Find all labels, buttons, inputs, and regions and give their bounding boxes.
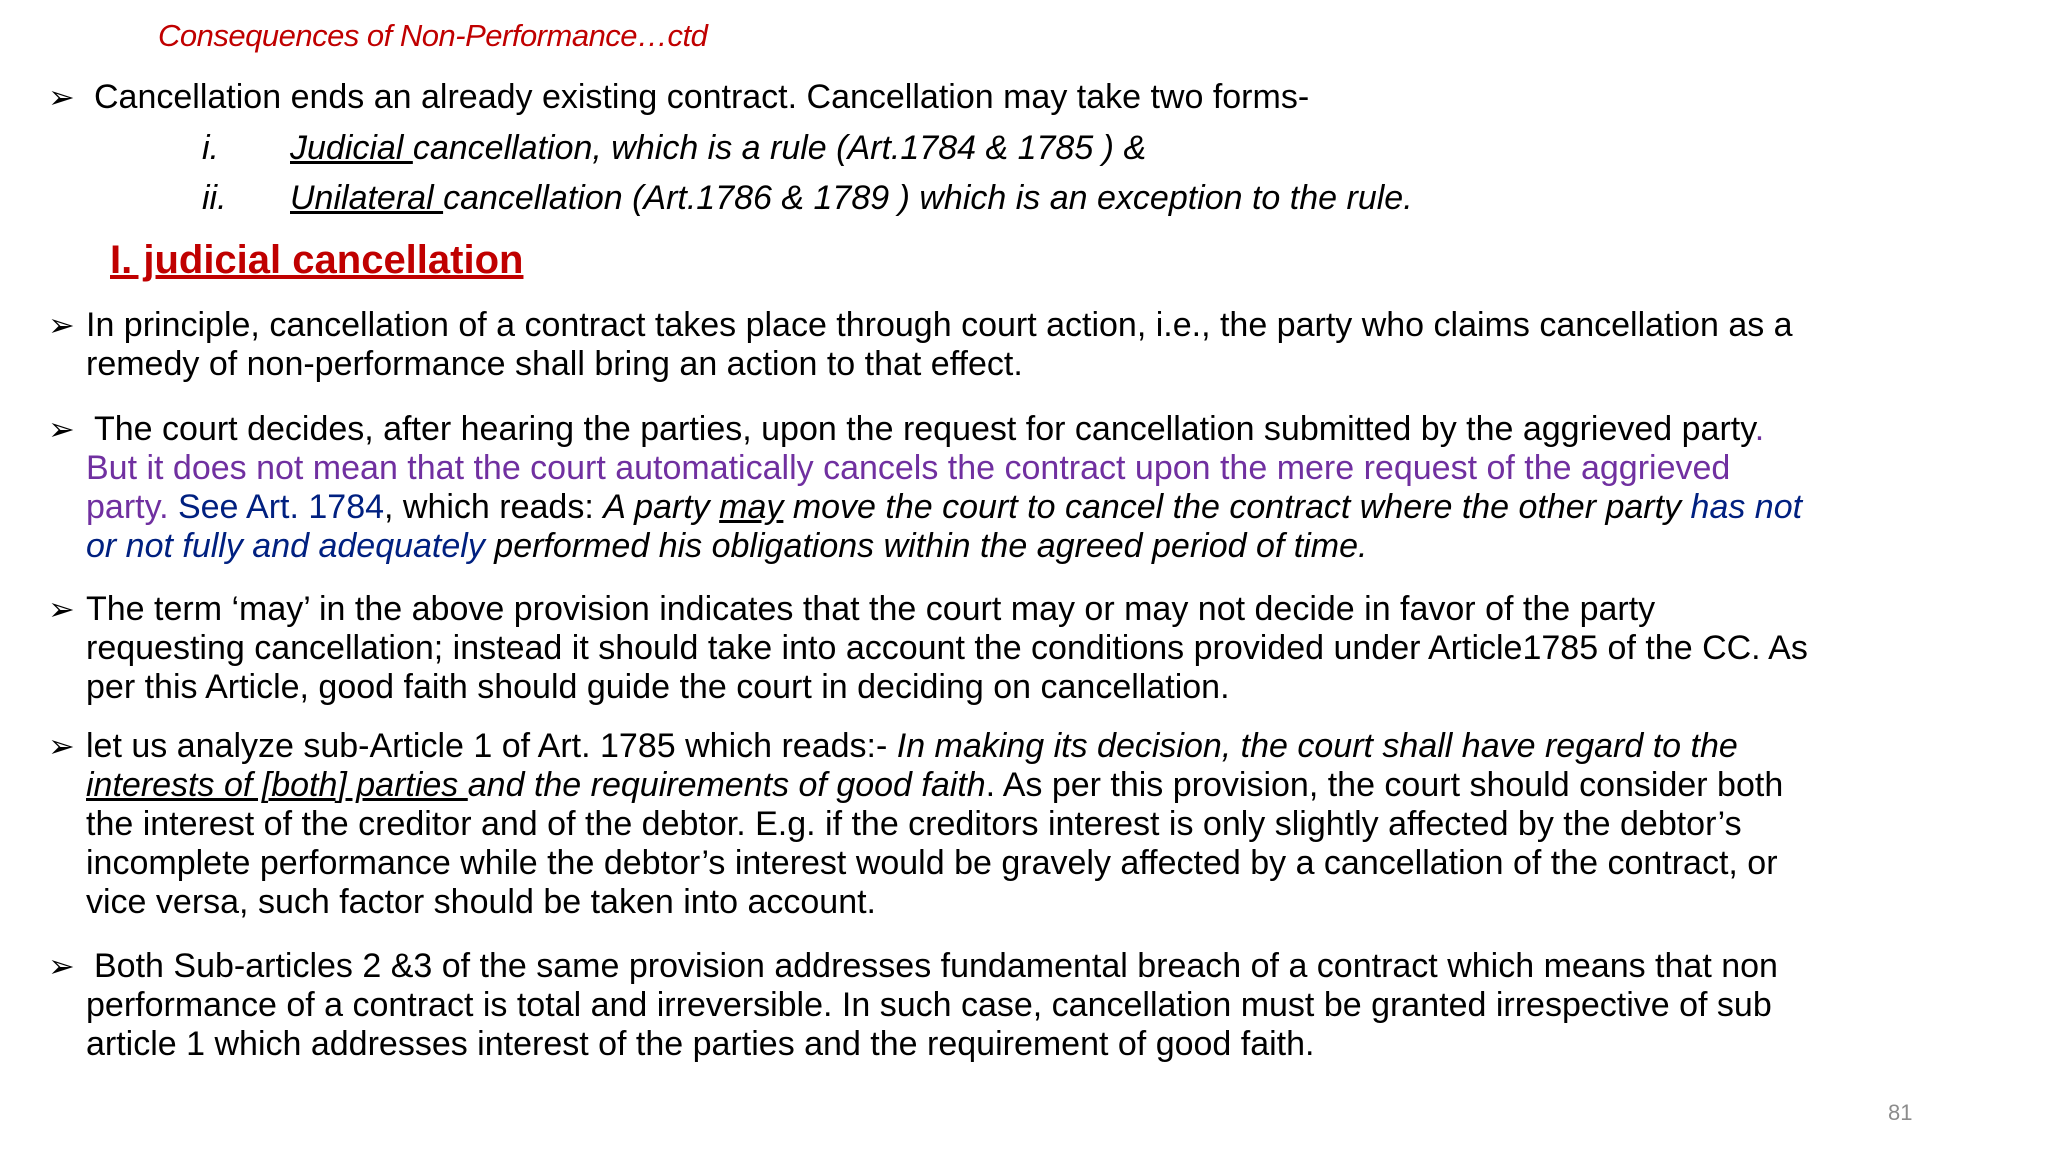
arrow-bullet-icon: ➢ <box>48 307 75 343</box>
quote-underlined: interests of [both] parties <box>86 766 468 804</box>
line: In principle, cancellation of a contract takes place through court action, i.e., the party who claims cancellation as a <box>86 306 1793 344</box>
line: let us analyze sub-Article 1 of Art. 1785 which reads:- <box>86 727 897 765</box>
line: performance of a contract is total and irreversible. In such case, cancellation must be granted irrespective of sub <box>86 986 1772 1024</box>
quote-text: A party <box>603 488 720 526</box>
article-reference: See Art. 1784 <box>177 488 385 526</box>
sub-item-rest: cancellation, which is a rule (Art.1784 & 1785 ) & <box>412 129 1147 167</box>
arrow-bullet-icon: ➢ <box>48 79 75 115</box>
line: party. <box>86 488 178 526</box>
line: requesting cancellation; instead it should take into account the conditions provided under Article1785 of the CC. As <box>86 629 1808 667</box>
paragraph-sub-article-1 <box>86 727 2048 922</box>
sub-item-body <box>290 178 1413 218</box>
line: Both Sub-articles 2 &3 of the same provision addresses fundamental breach of a contract which means that non <box>94 947 1778 985</box>
page-number: 81 <box>1888 1100 1913 1125</box>
quote-text: In making its decision, the court shall have regard to the <box>896 727 1738 765</box>
line: . As per this provision, the court should consider both <box>985 766 1784 804</box>
quote-highlight: or not fully and adequately <box>86 527 485 565</box>
sub-item-rest: cancellation (Art.1786 & 1789 ) which is an exception to the rule. <box>443 179 1413 217</box>
purple-dot: . <box>1754 410 1765 448</box>
quote-text: and the requirements of good faith <box>467 766 986 804</box>
line: remedy of non-performance shall bring an action to that effect. <box>86 345 1023 383</box>
slide-header: Consequences of Non-Performance…ctd <box>158 18 708 53</box>
quote-highlight: has not <box>1690 488 1803 526</box>
quote-text: move the court to cancel the contract where the other party <box>783 488 1691 526</box>
arrow-bullet-icon: ➢ <box>48 591 75 627</box>
line: vice versa, such factor should be taken into account. <box>86 883 877 921</box>
line: article 1 which addresses interest of the parties and the requirement of good faith. <box>86 1025 1315 1063</box>
line: But it does not mean that the court automatically cancels the contract upon the mere request of the aggrieved <box>86 449 1731 487</box>
section-title: I. judicial cancellation <box>110 238 524 282</box>
paragraph-principle <box>86 306 2048 384</box>
paragraph-sub-articles-2-3 <box>86 947 2048 1064</box>
sub-item-number: ii. <box>202 179 227 217</box>
paragraph-court-decides <box>86 410 2048 566</box>
reads-text: , which reads: <box>384 488 604 526</box>
intro-text: Cancellation ends an already existing contract. Cancellation may take two forms- <box>94 78 1310 116</box>
underlined-term: Judicial <box>290 129 413 167</box>
quote-text: performed his obligations within the agreed period of time. <box>484 527 1368 565</box>
line: incomplete performance while the debtor’s interest would be gravely affected by a cancellation of the contract, or <box>86 844 1778 882</box>
line: The term ‘may’ in the above provision indicates that the court may or may not decide in favor of the party <box>86 590 1656 628</box>
line: the interest of the creditor and of the debtor. E.g. if the creditors interest is only slightly affected by the debtor’s <box>86 805 1742 843</box>
sub-item-body <box>290 128 1146 168</box>
quote-may: may <box>719 488 784 526</box>
arrow-bullet-icon: ➢ <box>48 948 75 984</box>
arrow-bullet-icon: ➢ <box>48 728 75 764</box>
arrow-bullet-icon: ➢ <box>48 411 75 447</box>
paragraph-term-may <box>86 590 2048 707</box>
sub-item-number: i. <box>202 129 219 167</box>
line: per this Article, good faith should guide the court in deciding on cancellation. <box>86 668 1230 706</box>
line: The court decides, after hearing the parties, upon the request for cancellation submitted by the aggrieved party <box>94 410 1755 448</box>
underlined-term: Unilateral <box>290 179 444 217</box>
